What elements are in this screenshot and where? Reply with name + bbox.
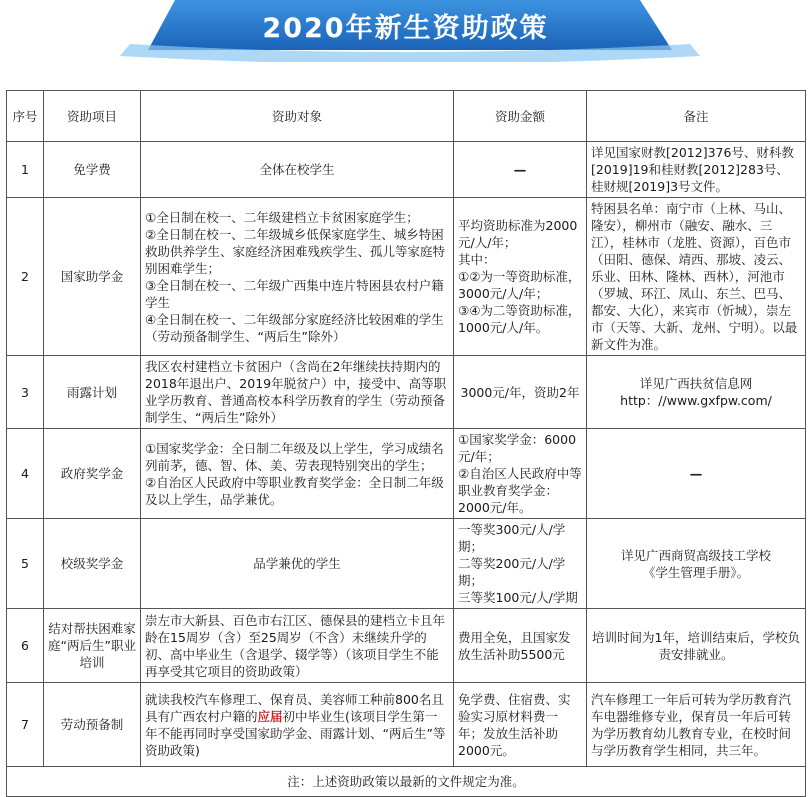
note-cell: [587, 142, 806, 198]
column-header: 资助项目: [44, 91, 141, 142]
target-text: ④全日制在校一、二年级部分家庭经济比较困难的学生（劳动预备制学生、“两后生”除外）: [145, 311, 444, 344]
table-row: [7, 429, 806, 519]
amount-text: 3000元/年，资助2年: [460, 384, 580, 400]
amount-text: 平均资助标准为2000元/人/年；: [458, 218, 578, 250]
note-cell: [587, 429, 806, 519]
row-number: 5: [7, 519, 44, 609]
table-row: [7, 683, 806, 767]
footnote: 注：上述资助政策以最新的文件规定为准。: [7, 767, 806, 797]
target-cell: [141, 683, 454, 767]
target-cell: [141, 142, 454, 198]
amount-text: 免学费、住宿费、实验实习原材料费一年；发放生活补助2000元。: [458, 691, 571, 758]
target-text: 我区农村建档立卡贫困户（含尚在2年继续扶持期内的2018年退出户、2019年脱贫户）中，接受中、高等职业学历教育、普通高校本科学历教育的学生（劳动预备制学生、“两后生”除外）: [145, 359, 447, 425]
note-text: 详见国家财教[2012]376号、财科教[2019]19和桂财教[2012]283号、桂财规[2019]3号文件。: [591, 145, 794, 194]
target-text: ①全日制在校一、二年级建档立卡贫困家庭学生；: [145, 209, 419, 225]
target-cell: [141, 356, 454, 429]
note-text: 详见广西商贸高级技工学校: [620, 547, 771, 563]
column-header: 资助对象: [141, 91, 454, 142]
amount-text: ②自治区人民政府中等职业教育奖学金：2000元/年。: [458, 466, 582, 515]
target-cell: [141, 429, 454, 519]
amount-text: ③④为二等资助标准，1000元/人/年。: [458, 303, 581, 335]
target-text: ①国家奖学金：全日制二年级及以上学生，学习成绩名列前茅，德、智、体、美、劳表现特别突出的学生；: [145, 440, 444, 473]
title-banner: [0, 0, 811, 62]
project-name: 国家助学金: [44, 198, 141, 356]
page-title: 2020年新生资助政策: [262, 13, 549, 44]
amount-text: 其中：: [458, 252, 496, 267]
amount-text: ①国家奖学金：6000元/年；: [458, 432, 577, 464]
note-cell: [587, 519, 806, 609]
note-text: 培训时间为1年，培训结束后，学校负责安排就业。: [592, 629, 800, 662]
table-row: [7, 198, 806, 356]
target-text: 品学兼优的学生: [253, 556, 341, 571]
target-text: ②自治区人民政府中等职业教育奖学金：全日制二年级及以上学生，品学兼优。: [145, 474, 444, 507]
target-text: ②全日制在校一、二年级城乡低保家庭学生、城乡特困救助供养学生、家庭经济困难残疾学生、孤儿等家庭特别困难学生；: [145, 226, 446, 276]
amount-cell: [454, 609, 587, 683]
project-name: 雨露计划: [44, 356, 141, 429]
row-number: 4: [7, 429, 44, 519]
table-row: [7, 356, 806, 429]
amount-cell: [454, 198, 587, 356]
row-number: 1: [7, 142, 44, 198]
target-text: 就读我校汽车修理工、保育员、美容师工种前800名且具有广西农村户籍的: [145, 691, 444, 724]
amount-cell: [454, 142, 587, 198]
note-text: —: [689, 466, 703, 481]
target-text: ③全日制在校一、二年级广西集中连片特困县农村户籍学生: [145, 277, 444, 310]
table-row: [7, 609, 806, 683]
note-cell: [587, 198, 806, 356]
note-cell: [587, 356, 806, 429]
amount-cell: [454, 683, 587, 767]
amount-cell: [454, 519, 587, 609]
target-cell: [141, 519, 454, 609]
note-cell: [587, 609, 806, 683]
project-name: 免学费: [44, 142, 141, 198]
project-name: 结对帮扶困难家庭“两后生”职业培训: [44, 609, 141, 683]
project-name: 校级奖学金: [44, 519, 141, 609]
table-row: [7, 767, 806, 797]
column-header: 资助金额: [454, 91, 587, 142]
project-name: 政府奖学金: [44, 429, 141, 519]
amount-text: 费用全免，且国家发放生活补助5500元: [458, 629, 571, 662]
table-header-row: [7, 91, 806, 142]
highlight-text: 应届: [257, 708, 283, 724]
project-name: 劳动预备制: [44, 683, 141, 767]
policy-table: [6, 90, 806, 797]
target-text: 崇左市大新县、百色市右江区、德保县的建档立卡且年龄在15周岁（含）至25周岁（不含）未继续升学的初、高中毕业生（含退学、辍学等）（该项目学生不能再享受其它项目的资助政策）: [145, 612, 446, 679]
column-header: 序号: [7, 91, 44, 142]
table-row: [7, 519, 806, 609]
target-cell: [141, 609, 454, 683]
target-text: 初中毕业生(该项目学生第一年不能再同时享受国家助学金、雨露计划、“两后生”等资助政策): [145, 708, 446, 758]
amount-cell: [454, 356, 587, 429]
target-text: 全体在校学生: [259, 162, 335, 177]
target-cell: [141, 198, 454, 356]
table-row: [7, 142, 806, 198]
amount-text: 三等奖100元/人/学期: [458, 590, 578, 605]
amount-text: —: [513, 162, 527, 177]
note-text: 汽车修理工一年后可转为学历教育汽车电器维修专业，保育员一年后可转为学历教育幼儿教育专业，在校时间与学历教育学生相同，共三年。: [591, 691, 792, 758]
column-header: 备注: [587, 91, 806, 142]
amount-text: ①②为一等资助标准，3000元/人/年；: [458, 269, 581, 301]
website-url: http：//www.gxfpw.com/: [620, 393, 772, 408]
row-number: 2: [7, 198, 44, 356]
note-text: 《学生管理手册》。: [642, 564, 750, 580]
amount-text: 二等奖200元/人/学期；: [458, 556, 566, 588]
row-number: 6: [7, 609, 44, 683]
note-text: 详见广西扶贫信息网: [639, 376, 753, 391]
row-number: 3: [7, 356, 44, 429]
row-number: 7: [7, 683, 44, 767]
amount-cell: [454, 429, 587, 519]
note-cell: [587, 683, 806, 767]
amount-text: 一等奖300元/人/学期；: [458, 522, 566, 554]
note-text: 特困县名单：南宁市（上林、马山、隆安），柳州市（融安、融水、三江），桂林市（龙胜、资源），百色市（田阳、德保、靖西、那坡、凌云、乐业、田林、隆林、西林），河池市（罗城、环江、凤山、东兰、巴马、都安、大化），来宾市（忻城），崇左市（天等、大新、龙州、宁明）。以最新文件为准。: [591, 201, 798, 352]
